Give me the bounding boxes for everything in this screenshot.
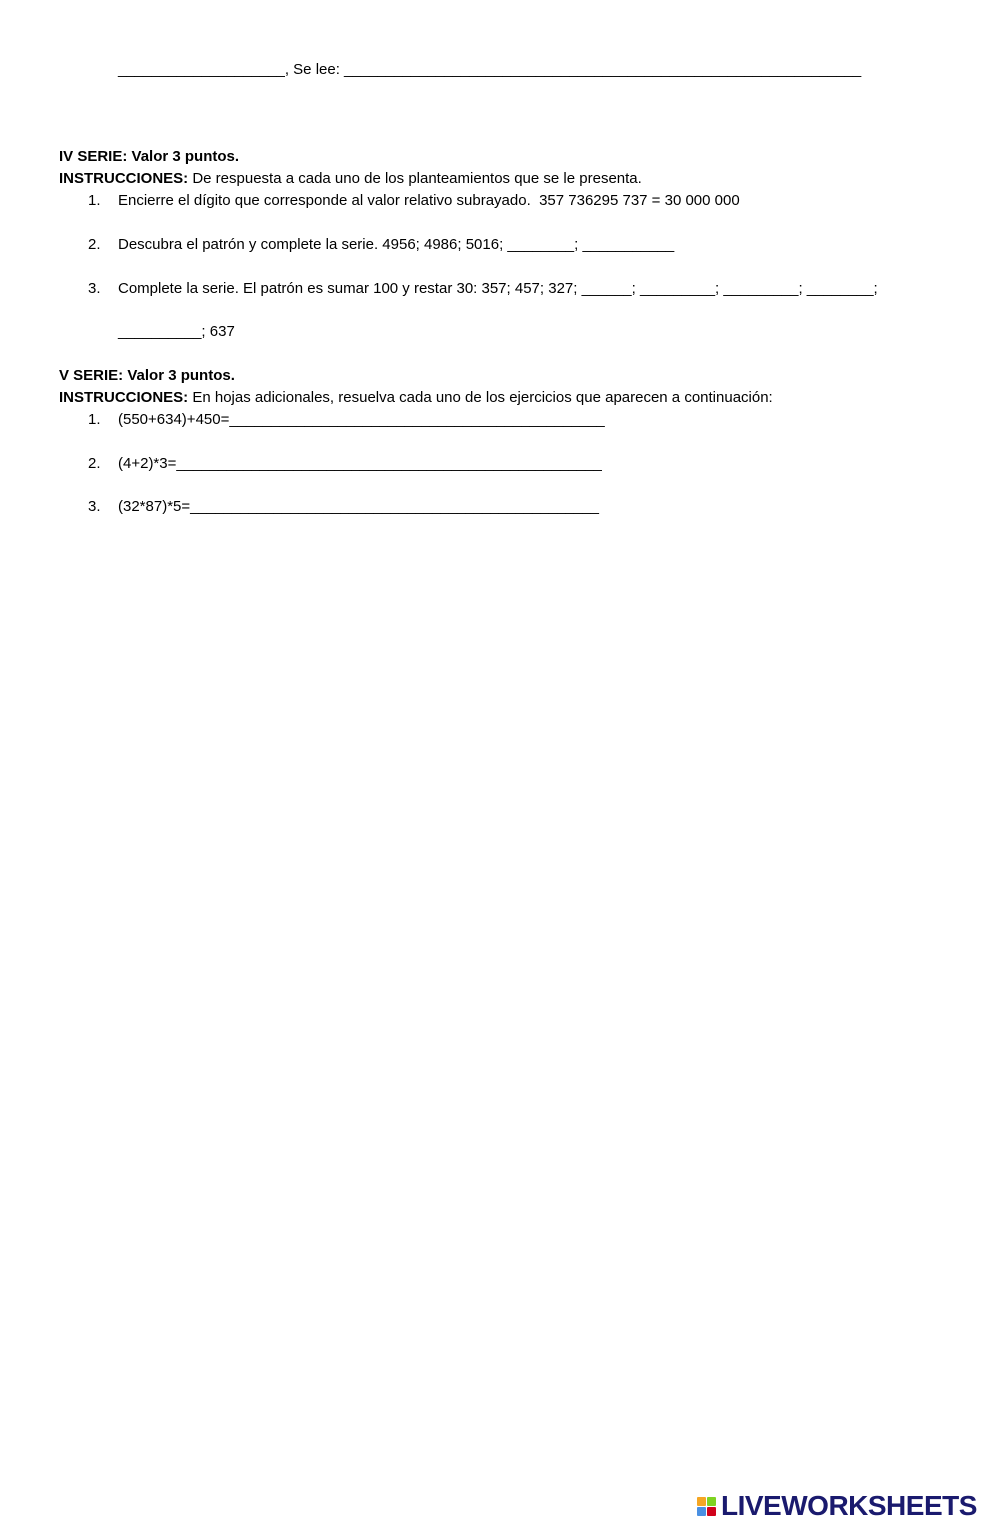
- instructions-text: De respuesta a cada uno de los planteamientos que se le presenta.: [188, 170, 642, 187]
- instructions-label: INSTRUCCIONES:: [59, 389, 189, 406]
- logo-tile: [707, 1507, 716, 1516]
- list-item: Complete la serie. El patrón es sumar 100 y restar 30: 357; 457; 327; ______; _________; _________; ________;: [118, 280, 878, 297]
- list-item: (32*87)*5=_________________________________________________: [118, 498, 599, 515]
- liveworksheets-logo: [697, 1490, 977, 1522]
- logo-tile: [697, 1497, 706, 1506]
- series-iv-instructions: [59, 169, 642, 189]
- logo-text: LIVEWORKSHEETS: [721, 1490, 977, 1521]
- list-item-number: 2.: [88, 455, 101, 472]
- series-iv-title: IV SERIE: Valor 3 puntos.: [59, 148, 240, 165]
- logo-tile: [707, 1497, 716, 1506]
- list-item: Descubra el patrón y complete la serie. 4956; 4986; 5016; ________; ___________: [118, 236, 675, 253]
- list-item-number: 3.: [88, 498, 101, 515]
- list-item: (4+2)*3=___________________________________________________: [118, 455, 602, 472]
- list-item-number: 2.: [88, 236, 101, 253]
- list-item-number: 3.: [88, 280, 101, 297]
- list-item-number: 1.: [88, 192, 101, 209]
- list-item: Encierre el dígito que corresponde al valor relativo subrayado. 357 736295 737 = 30 000 000: [118, 192, 740, 209]
- series-v-title: V SERIE: Valor 3 puntos.: [59, 367, 235, 384]
- list-item: (550+634)+450=_____________________________________________: [118, 411, 605, 428]
- instructions-text: En hojas adicionales, resuelva cada uno de los ejercicios que aparecen a continuación:: [188, 389, 773, 406]
- logo-mark-icon: [697, 1497, 716, 1516]
- series-v-instructions: [59, 388, 773, 408]
- list-item-number: 1.: [88, 411, 101, 428]
- list-item-continuation: __________; 637: [118, 323, 235, 340]
- top-answer-line: ____________________, Se lee: ______________________________________________________________: [118, 61, 862, 78]
- logo-tile: [697, 1507, 706, 1516]
- instructions-label: INSTRUCCIONES:: [59, 170, 189, 187]
